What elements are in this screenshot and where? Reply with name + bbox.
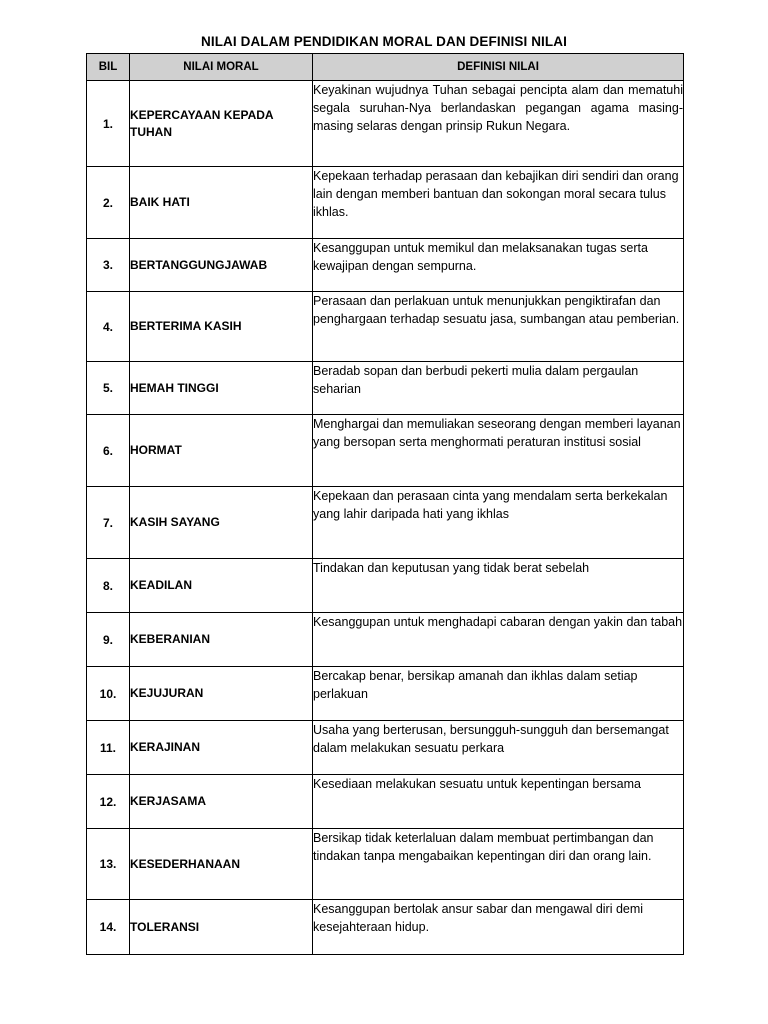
table-row — [87, 775, 684, 829]
value-definition: Bercakap benar, bersikap amanah dan ikhlas dalam setiap perlakuan — [313, 667, 684, 721]
table-row — [87, 721, 684, 775]
table-row — [87, 81, 684, 167]
moral-value: HEMAH TINGGI — [130, 362, 313, 415]
moral-value: KEJUJURAN — [130, 667, 313, 721]
value-definition: Keyakinan wujudnya Tuhan sebagai pencipta alam dan mematuhi segala suruhan-Nya berlandaskan pegangan agama masing-masing selaras dengan prinsip Rukun Negara. — [313, 81, 684, 167]
value-definition: Kepekaan terhadap perasaan dan kebajikan diri sendiri dan orang lain dengan memberi bantuan dan sokongan moral secara tulus ikhlas. — [313, 167, 684, 239]
row-number: 9. — [87, 613, 130, 667]
value-definition: Kesanggupan bertolak ansur sabar dan mengawal diri demi kesejahteraan hidup. — [313, 900, 684, 955]
table-row — [87, 613, 684, 667]
document-title: NILAI DALAM PENDIDIKAN MORAL DAN DEFINISI NILAI — [201, 34, 567, 49]
value-definition: Kesanggupan untuk menghadapi cabaran dengan yakin dan tabah — [313, 613, 684, 667]
table-row — [87, 362, 684, 415]
table-row — [87, 667, 684, 721]
header-nilai-moral: NILAI MORAL — [130, 54, 313, 81]
moral-value: KEBERANIAN — [130, 613, 313, 667]
value-definition: Perasaan dan perlakuan untuk menunjukkan pengiktirafan dan penghargaan terhadap sesuatu jasa, sumbangan atau pemberian. — [313, 292, 684, 362]
row-number: 1. — [87, 81, 130, 167]
row-number: 8. — [87, 559, 130, 613]
table-row — [87, 829, 684, 900]
value-definition: Menghargai dan memuliakan seseorang dengan memberi layanan yang bersopan serta menghormati peraturan institusi sosial — [313, 415, 684, 487]
header-bil: BIL — [87, 54, 130, 81]
row-number: 11. — [87, 721, 130, 775]
moral-value: KEADILAN — [130, 559, 313, 613]
row-number: 10. — [87, 667, 130, 721]
moral-value: BERTERIMA KASIH — [130, 292, 313, 362]
moral-value: HORMAT — [130, 415, 313, 487]
moral-value: BAIK HATI — [130, 167, 313, 239]
value-definition: Beradab sopan dan berbudi pekerti mulia dalam pergaulan seharian — [313, 362, 684, 415]
moral-value: TOLERANSI — [130, 900, 313, 955]
value-definition: Tindakan dan keputusan yang tidak berat sebelah — [313, 559, 684, 613]
row-number: 13. — [87, 829, 130, 900]
table-row — [87, 559, 684, 613]
header-definisi-nilai: DEFINISI NILAI — [313, 54, 684, 81]
row-number: 5. — [87, 362, 130, 415]
row-number: 4. — [87, 292, 130, 362]
value-definition: Usaha yang berterusan, bersungguh-sungguh dan bersemangat dalam melakukan sesuatu perkara — [313, 721, 684, 775]
table-row — [87, 900, 684, 955]
row-number: 6. — [87, 415, 130, 487]
table-row — [87, 415, 684, 487]
table-row — [87, 239, 684, 292]
moral-value: KASIH SAYANG — [130, 487, 313, 559]
moral-value: KERAJINAN — [130, 721, 313, 775]
table-row — [87, 292, 684, 362]
table-row — [87, 487, 684, 559]
row-number: 14. — [87, 900, 130, 955]
row-number: 2. — [87, 167, 130, 239]
row-number: 7. — [87, 487, 130, 559]
value-definition: Bersikap tidak keterlaluan dalam membuat pertimbangan dan tindakan tanpa mengabaikan kepentingan diri dan orang lain. — [313, 829, 684, 900]
value-definition: Kepekaan dan perasaan cinta yang mendalam serta berkekalan yang lahir daripada hati yang ikhlas — [313, 487, 684, 559]
moral-value: KERJASAMA — [130, 775, 313, 829]
value-definition: Kesediaan melakukan sesuatu untuk kepentingan bersama — [313, 775, 684, 829]
row-number: 3. — [87, 239, 130, 292]
table-row — [87, 167, 684, 239]
header-row — [87, 54, 684, 81]
row-number: 12. — [87, 775, 130, 829]
moral-value: KEPERCAYAAN KEPADA TUHAN — [130, 81, 313, 167]
values-table — [86, 53, 684, 955]
value-definition: Kesanggupan untuk memikul dan melaksanakan tugas serta kewajipan dengan sempurna. — [313, 239, 684, 292]
moral-value: KESEDERHANAAN — [130, 829, 313, 900]
moral-value: BERTANGGUNGJAWAB — [130, 239, 313, 292]
